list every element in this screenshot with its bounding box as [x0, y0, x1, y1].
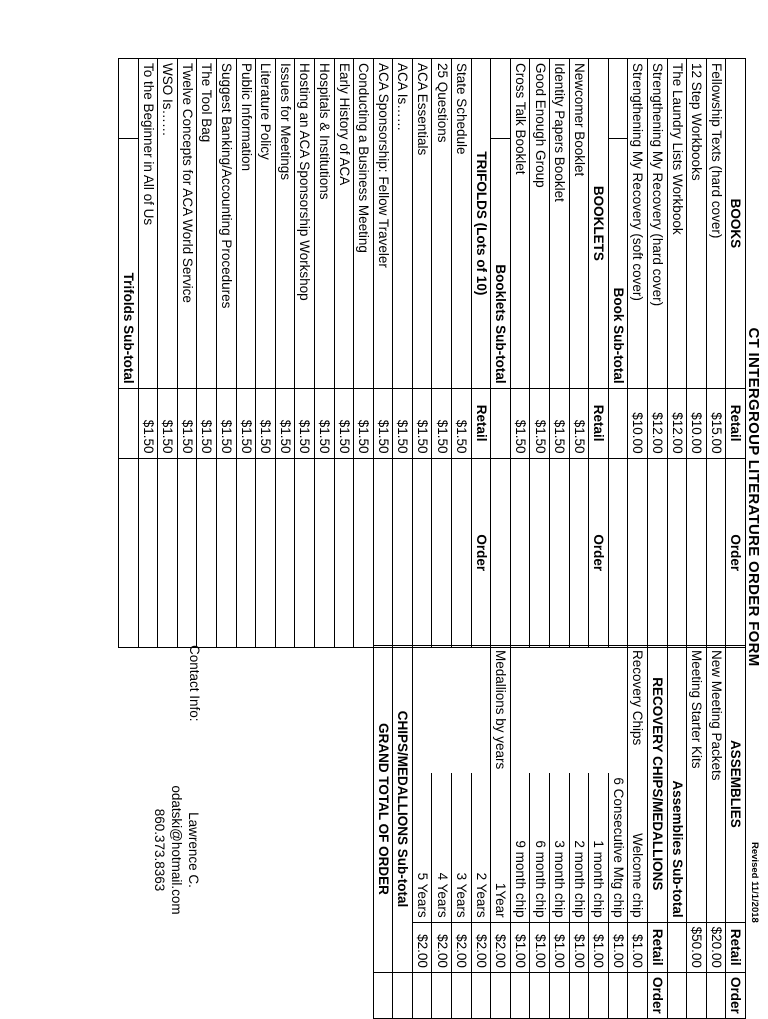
order-qty-cell[interactable]	[138, 458, 158, 647]
contact-name: Lawrence C.	[186, 812, 201, 888]
medallion-row	[491, 646, 511, 1019]
medallion-price: $2.00	[452, 922, 472, 972]
order-header: Order	[726, 458, 746, 647]
medallion-name: 1Year	[491, 773, 511, 922]
contact-phone: 860.373.8363	[152, 808, 167, 892]
subtotal-amount-cell[interactable]	[393, 972, 413, 1018]
item-name: Suggest Banking/Accounting Procedures	[216, 59, 236, 389]
chip-row	[608, 646, 628, 1019]
order-qty-cell[interactable]	[569, 458, 589, 647]
item-name: ACA Is……	[393, 59, 413, 389]
order-qty-cell[interactable]	[373, 458, 393, 647]
trifolds-item-row	[432, 59, 452, 648]
order-qty-cell[interactable]	[706, 458, 726, 647]
item-name: Meeting Starter Kits	[687, 646, 707, 923]
chips-header-row	[648, 646, 668, 1019]
item-name: Hosting an ACA Sponsorship Workshop	[295, 59, 315, 389]
order-qty-cell[interactable]	[393, 458, 413, 647]
order-qty-cell[interactable]	[216, 458, 236, 647]
subtotal-amount-cell[interactable]	[119, 458, 139, 647]
assemblies-chips-table	[373, 645, 746, 1019]
revised-date: Revised 11/1/2018	[749, 842, 760, 923]
item-price: $1.50	[216, 388, 236, 458]
blank-cell	[608, 646, 628, 774]
retail-header: Retail	[726, 388, 746, 458]
assemblies-item-row	[687, 646, 707, 1019]
chip-row	[589, 646, 609, 1019]
medallion-row	[432, 646, 452, 1019]
item-price: $1.50	[197, 388, 217, 458]
blank-cell	[510, 646, 530, 774]
item-price: $1.50	[550, 388, 570, 458]
item-price: $1.50	[393, 388, 413, 458]
order-qty-cell[interactable]	[471, 972, 491, 1018]
blank-cell	[530, 646, 550, 774]
order-qty-cell[interactable]	[667, 458, 687, 647]
item-price: $1.50	[510, 388, 530, 458]
order-qty-cell[interactable]	[589, 972, 609, 1018]
chip-price: $1.00	[550, 922, 570, 972]
item-price: $1.50	[412, 388, 432, 458]
chips-subtotal-label: CHIPS/MEDALLIONS Sub-total	[393, 646, 413, 973]
order-qty-cell[interactable]	[412, 972, 432, 1018]
item-name: Strengthening My Recovery (hard cover)	[648, 59, 668, 389]
contact-email: odatski@hotmail.com	[169, 785, 184, 915]
item-price: $1.50	[177, 388, 197, 458]
item-name: Twelve Concepts for ACA World Service	[177, 59, 197, 389]
retail-header: Retail	[726, 922, 746, 972]
grand-total-amount-cell[interactable]	[373, 972, 393, 1018]
medallion-row	[471, 646, 491, 1019]
trifolds-item-row	[373, 59, 393, 648]
assemblies-header-row	[726, 646, 746, 1019]
chips-subtotal-row	[393, 646, 413, 1019]
order-qty-cell[interactable]	[687, 972, 707, 1018]
chip-price: $1.00	[628, 922, 648, 972]
booklets-heading: BOOKLETS	[589, 59, 609, 389]
item-price: $1.50	[138, 388, 158, 458]
blank-cell	[119, 388, 139, 458]
chip-name: 1 month chip	[589, 773, 609, 922]
order-header: Order	[589, 458, 609, 647]
trifolds-item-row	[334, 59, 354, 648]
booklets-item-row	[510, 59, 530, 648]
subtotal-amount-cell[interactable]	[608, 458, 628, 647]
medallion-price: $2.00	[471, 922, 491, 972]
item-name: The Laundry Lists Workbook	[667, 59, 687, 389]
form-title: CT INTERGROUP LITERATURE ORDER FORM	[745, 327, 762, 667]
booklets-header-row	[589, 59, 609, 648]
books-subtotal-row	[608, 59, 628, 648]
books-item-row	[687, 59, 707, 648]
order-qty-cell[interactable]	[354, 458, 374, 647]
chip-price: $1.00	[569, 922, 589, 972]
order-qty-cell[interactable]	[510, 458, 530, 647]
order-qty-cell[interactable]	[452, 458, 472, 647]
booklets-item-row	[569, 59, 589, 648]
item-name: Public Information	[236, 59, 256, 389]
item-price: $12.00	[667, 388, 687, 458]
trifolds-item-row	[452, 59, 472, 648]
item-name: Issues for Meetings	[275, 59, 295, 389]
item-name: Identity Papers Booklet	[550, 59, 570, 389]
order-qty-cell[interactable]	[256, 458, 276, 647]
books-item-row	[667, 59, 687, 648]
item-name: Early History of ACA	[334, 59, 354, 389]
blank-cell	[608, 59, 628, 139]
item-name: Good Enough Group	[530, 59, 550, 389]
medallion-price: $2.00	[412, 922, 432, 972]
trifolds-item-row	[412, 59, 432, 648]
chip-name: 2 month chip	[569, 773, 589, 922]
item-name: State Schedule	[452, 59, 472, 389]
item-name: ACA Essentials	[412, 59, 432, 389]
item-name: 12 Step Workbooks	[687, 59, 707, 389]
item-price: $1.50	[334, 388, 354, 458]
retail-header: Retail	[471, 388, 491, 458]
blank-cell	[452, 646, 472, 774]
books-header-row	[726, 59, 746, 648]
trifolds-item-row	[295, 59, 315, 648]
medallion-name: 3 Years	[452, 773, 472, 922]
order-header: Order	[471, 458, 491, 647]
trifolds-item-row	[393, 59, 413, 648]
item-name: To the Beginner in All of Us	[138, 59, 158, 389]
blank-cell	[412, 646, 432, 774]
books-item-row	[706, 59, 726, 648]
blank-cell	[491, 388, 511, 458]
chip-price: $1.00	[589, 922, 609, 972]
chip-row	[530, 646, 550, 1019]
item-price: $1.50	[314, 388, 334, 458]
blank-cell	[550, 646, 570, 774]
order-qty-cell[interactable]	[687, 458, 707, 647]
grand-total-row	[373, 646, 393, 1019]
chip-price: $1.00	[530, 922, 550, 972]
item-name: 25 Questions	[432, 59, 452, 389]
chip-name: 3 month chip	[550, 773, 570, 922]
trifolds-item-row	[138, 59, 158, 648]
order-qty-cell[interactable]	[334, 458, 354, 647]
grand-total-label: GRAND TOTAL OF ORDER	[373, 646, 393, 973]
item-price: $10.00	[628, 388, 648, 458]
item-price: $1.50	[275, 388, 295, 458]
chip-name: Welcome chip	[628, 773, 648, 922]
medallion-row	[452, 646, 472, 1019]
order-qty-cell[interactable]	[412, 458, 432, 647]
chip-name: 9 month chip	[510, 773, 530, 922]
order-qty-cell[interactable]	[314, 458, 334, 647]
trifolds-heading: TRIFOLDS (Lots of 10)	[471, 59, 491, 389]
chip-price: $1.00	[608, 922, 628, 972]
order-qty-cell[interactable]	[510, 972, 530, 1018]
order-qty-cell[interactable]	[569, 972, 589, 1018]
medallion-row	[412, 646, 432, 1019]
item-name: ACA Sponsorship: Fellow Traveler	[373, 59, 393, 389]
order-qty-cell[interactable]	[452, 972, 472, 1018]
blank-cell	[491, 59, 511, 139]
medallion-price: $2.00	[491, 922, 511, 972]
medallion-name: 2 Years	[471, 773, 491, 922]
medallion-name: 4 Years	[432, 773, 452, 922]
item-price: $20.00	[706, 922, 726, 972]
item-name: Fellowship Texts (hard cover)	[706, 59, 726, 389]
booklets-item-row	[530, 59, 550, 648]
order-qty-cell[interactable]	[432, 458, 452, 647]
item-price: $10.00	[687, 388, 707, 458]
order-qty-cell[interactable]	[706, 972, 726, 1018]
retail-header: Retail	[648, 922, 668, 972]
subtotal-amount-cell[interactable]	[667, 972, 687, 1018]
item-name: New Meeting Packets	[706, 646, 726, 923]
item-price: $1.50	[432, 388, 452, 458]
subtotal-amount-cell[interactable]	[491, 458, 511, 647]
trifolds-header-row	[471, 59, 491, 648]
trifolds-item-row	[256, 59, 276, 648]
medallion-price: $2.00	[432, 922, 452, 972]
item-price: $1.50	[452, 388, 472, 458]
trifolds-item-row	[314, 59, 334, 648]
chips-heading: RECOVERY CHIPS/MEDALLIONS	[648, 646, 668, 923]
chip-row	[569, 646, 589, 1019]
assemblies-heading: ASSEMBLIES	[726, 646, 746, 923]
item-name: Strengthening My Recovery (soft cover)	[628, 59, 648, 389]
item-price: $1.50	[373, 388, 393, 458]
retail-header: Retail	[589, 388, 609, 458]
chip-row	[550, 646, 570, 1019]
order-qty-cell[interactable]	[197, 458, 217, 647]
item-price: $15.00	[706, 388, 726, 458]
assemblies-subtotal-label: Assemblies Sub-total	[667, 646, 687, 923]
trifolds-item-row	[275, 59, 295, 648]
order-qty-cell[interactable]	[236, 458, 256, 647]
trifolds-item-row	[158, 59, 178, 648]
item-price: $50.00	[687, 922, 707, 972]
chip-row	[628, 646, 648, 1019]
trifolds-item-row	[236, 59, 256, 648]
trifolds-subtotal-label: Trifolds Sub-total	[119, 138, 139, 388]
order-qty-cell[interactable]	[432, 972, 452, 1018]
order-qty-cell[interactable]	[177, 458, 197, 647]
blank-cell	[119, 59, 139, 139]
item-price: $1.50	[569, 388, 589, 458]
chip-name: 6 Consecutive Mtg chip	[608, 773, 628, 922]
blank-cell	[608, 388, 628, 458]
order-qty-cell[interactable]	[295, 458, 315, 647]
trifolds-item-row	[197, 59, 217, 648]
blank-cell	[432, 646, 452, 774]
books-subtotal-label: Book Sub-total	[608, 138, 628, 388]
trifolds-item-row	[177, 59, 197, 648]
item-name: The Tool Bag	[197, 59, 217, 389]
blank-cell	[667, 922, 687, 972]
trifolds-subtotal-row	[119, 59, 139, 648]
booklets-subtotal-row	[491, 59, 511, 648]
item-name: Conducting a Business Meeting	[354, 59, 374, 389]
item-price: $1.50	[158, 388, 178, 458]
books-heading: BOOKS	[726, 59, 746, 389]
assemblies-subtotal-row	[667, 646, 687, 1019]
item-name: Literature Policy	[256, 59, 276, 389]
item-price: $12.00	[648, 388, 668, 458]
item-price: $1.50	[295, 388, 315, 458]
order-qty-cell[interactable]	[628, 458, 648, 647]
blank-cell	[471, 646, 491, 774]
chip-name: 6 month chip	[530, 773, 550, 922]
order-header: Order	[648, 972, 668, 1018]
blank-cell	[589, 646, 609, 774]
item-price: $1.50	[354, 388, 374, 458]
order-qty-cell[interactable]	[530, 458, 550, 647]
item-name: WSO Is……	[158, 59, 178, 389]
order-qty-cell[interactable]	[608, 972, 628, 1018]
item-name: Newcomer Booklet	[569, 59, 589, 389]
order-qty-cell[interactable]	[648, 458, 668, 647]
order-qty-cell[interactable]	[628, 972, 648, 1018]
item-name: Hospitals & Institutions	[314, 59, 334, 389]
trifolds-item-row	[216, 59, 236, 648]
item-price: $1.50	[236, 388, 256, 458]
order-qty-cell[interactable]	[158, 458, 178, 647]
order-qty-cell[interactable]	[550, 972, 570, 1018]
books-item-row	[628, 59, 648, 648]
contact-info	[132, 645, 202, 978]
contact-label: Contact Info:	[187, 645, 202, 722]
order-header: Order	[726, 972, 746, 1018]
medallion-name: 5 Years	[412, 773, 432, 922]
item-price: $1.50	[256, 388, 276, 458]
booklets-item-row	[550, 59, 570, 648]
order-qty-cell[interactable]	[491, 972, 511, 1018]
order-qty-cell[interactable]	[550, 458, 570, 647]
chip-row	[510, 646, 530, 1019]
recovery-chips-label: Recovery Chips	[628, 646, 648, 774]
item-price: $1.50	[530, 388, 550, 458]
books-item-row	[648, 59, 668, 648]
medallions-label: Medallions by years	[491, 646, 511, 774]
blank-cell	[569, 646, 589, 774]
trifolds-item-row	[354, 59, 374, 648]
item-name: Cross Talk Booklet	[510, 59, 530, 389]
assemblies-item-row	[706, 646, 726, 1019]
chip-price: $1.00	[510, 922, 530, 972]
literature-table	[118, 58, 746, 648]
booklets-subtotal-label: Booklets Sub-total	[491, 138, 511, 388]
order-qty-cell[interactable]	[275, 458, 295, 647]
order-qty-cell[interactable]	[530, 972, 550, 1018]
